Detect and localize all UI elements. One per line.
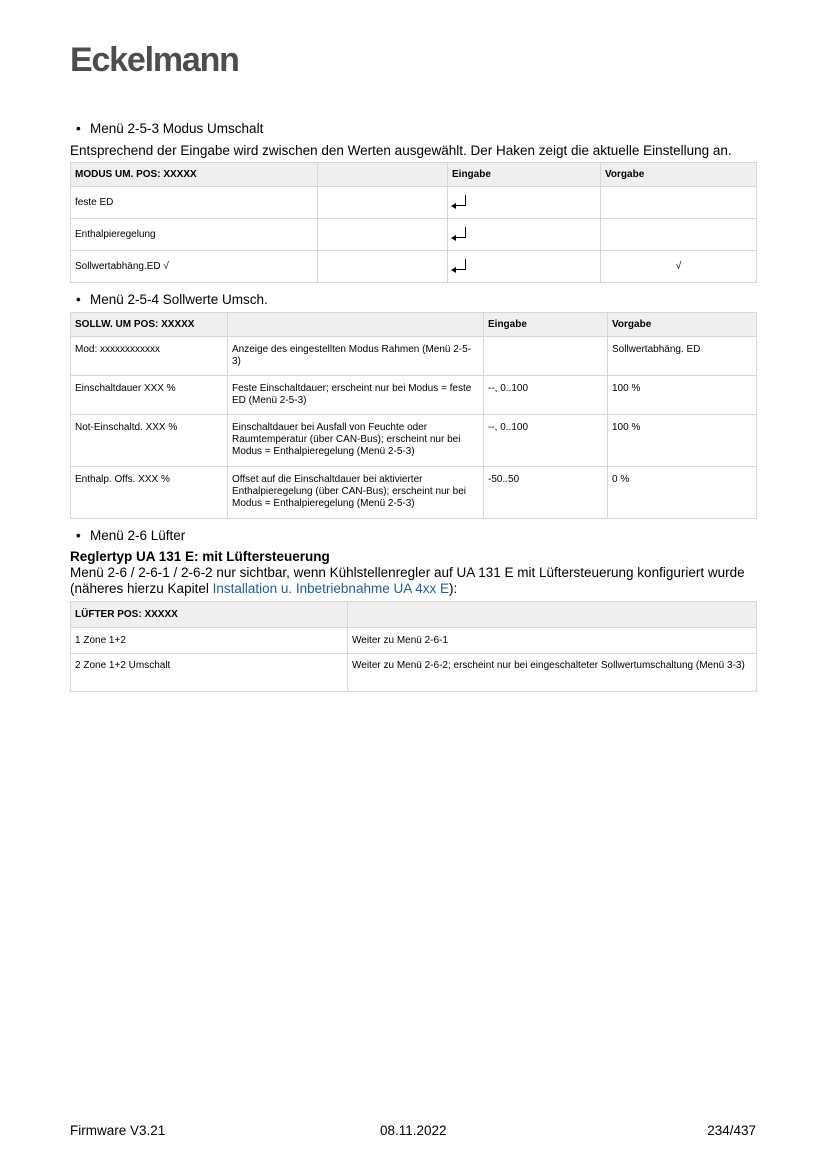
cell-default: 100 %: [608, 415, 757, 467]
cell-empty: [318, 187, 448, 219]
cell-default: 100 %: [608, 376, 757, 415]
cell-name: Not-Einschaltd. XXX %: [71, 415, 228, 467]
bullet-menu-2-5-3: • Menü 2-5-3 Modus Umschalt: [76, 121, 264, 136]
table-row: [71, 415, 757, 467]
enter-icon: [452, 195, 466, 206]
sollwerte-umsch-table: [70, 312, 757, 519]
column-header: [228, 313, 484, 337]
footer-firmware: Firmware V3.21: [70, 1123, 166, 1138]
table-row: [71, 337, 757, 376]
cell-default: √: [601, 251, 757, 283]
cell-description: Weiter zu Menü 2-6-2; erscheint nur bei eingeschalteter Sollwertumschaltung (Menü 3-3): [348, 654, 757, 692]
bullet-text: Menü 2-6 Lüfter: [90, 528, 186, 543]
cell-name: 2 Zone 1+2 Umschalt: [71, 654, 348, 692]
cell-empty: [318, 219, 448, 251]
column-header: LÜFTER POS: XXXXX: [71, 602, 348, 628]
footer-date: 08.11.2022: [380, 1123, 447, 1138]
cell-name: 1 Zone 1+2: [71, 628, 348, 654]
column-header: Eingabe: [484, 313, 608, 337]
cell-description: Feste Einschaltdauer; erscheint nur bei Modus = feste ED (Menü 2-5-3): [228, 376, 484, 415]
modus-umschalt-table: [70, 162, 757, 283]
table-row: [71, 187, 757, 219]
chapter-link[interactable]: Installation u. Inbetriebnahme UA 4xx E: [212, 581, 449, 596]
footer-page-number: 234/437: [707, 1123, 756, 1138]
column-header: [348, 602, 757, 628]
cell-input: [484, 337, 608, 376]
bullet-menu-2-6: • Menü 2-6 Lüfter: [76, 528, 186, 543]
cell-name: Enthalpieregelung: [71, 219, 318, 251]
section3-heading: Reglertyp UA 131 E: mit Lüftersteuerung: [70, 549, 330, 564]
cell-description: Weiter zu Menü 2-6-1: [348, 628, 757, 654]
column-header: MODUS UM. POS: XXXXX: [71, 163, 318, 187]
table-row: [71, 467, 757, 519]
cell-input: [448, 251, 601, 283]
cell-input: [448, 187, 601, 219]
section1-intro: Entsprechend der Eingabe wird zwischen den Werten ausgewählt. Der Haken zeigt die aktuelle Einstellung an.: [70, 143, 732, 158]
description-text-end: ):: [448, 581, 458, 596]
cell-default: [601, 187, 757, 219]
enter-icon: [452, 259, 466, 270]
table-row: [71, 376, 757, 415]
column-header: Eingabe: [448, 163, 601, 187]
cell-default: Sollwertabhäng. ED: [608, 337, 757, 376]
table-row: [71, 251, 757, 283]
description-text: Menü 2-6 / 2-6-1 / 2-6-2 nur sichtbar, wenn Kühlstellenregler auf UA 131 E mit Lüftersteuerung konfiguriert wurde (näheres hierzu Kapitel: [70, 565, 745, 596]
column-header: Vorgabe: [608, 313, 757, 337]
cell-input: --, 0..100: [484, 376, 608, 415]
table-row: [71, 628, 757, 654]
enter-icon: [452, 227, 466, 238]
cell-name: feste ED: [71, 187, 318, 219]
company-logo: Eckelmann: [70, 41, 239, 79]
column-header: SOLLW. UM POS: XXXXX: [71, 313, 228, 337]
cell-description: Einschaltdauer bei Ausfall von Feuchte oder Raumtemperatur (über CAN-Bus); erscheint nur bei Modus = Enthalpieregelung (Menü 2-5-3): [228, 415, 484, 467]
luefter-table: [70, 601, 757, 692]
cell-default: 0 %: [608, 467, 757, 519]
bullet-menu-2-5-4: • Menü 2-5-4 Sollwerte Umsch.: [76, 292, 268, 307]
cell-empty: [318, 251, 448, 283]
cell-name: Enthalp. Offs. XXX %: [71, 467, 228, 519]
table-row: [71, 654, 757, 692]
cell-input: [448, 219, 601, 251]
cell-input: --, 0..100: [484, 415, 608, 467]
bullet-text: Menü 2-5-3 Modus Umschalt: [90, 121, 264, 136]
cell-description: Offset auf die Einschaltdauer bei aktivierter Enthalpieregelung (über CAN-Bus); erscheint nur bei Modus = Enthalpieregelung (Menü 2-5-3): [228, 467, 484, 519]
cell-name: Sollwertabhäng.ED √: [71, 251, 318, 283]
column-header: [318, 163, 448, 187]
cell-name: Mod: xxxxxxxxxxxx: [71, 337, 228, 376]
cell-name: Einschaltdauer XXX %: [71, 376, 228, 415]
cell-input: -50..50: [484, 467, 608, 519]
cell-description: Anzeige des eingestellten Modus Rahmen (Menü 2-5-3): [228, 337, 484, 376]
cell-default: [601, 219, 757, 251]
table-row: [71, 219, 757, 251]
column-header: Vorgabe: [601, 163, 757, 187]
section3-description: [70, 565, 750, 597]
bullet-text: Menü 2-5-4 Sollwerte Umsch.: [90, 292, 268, 307]
